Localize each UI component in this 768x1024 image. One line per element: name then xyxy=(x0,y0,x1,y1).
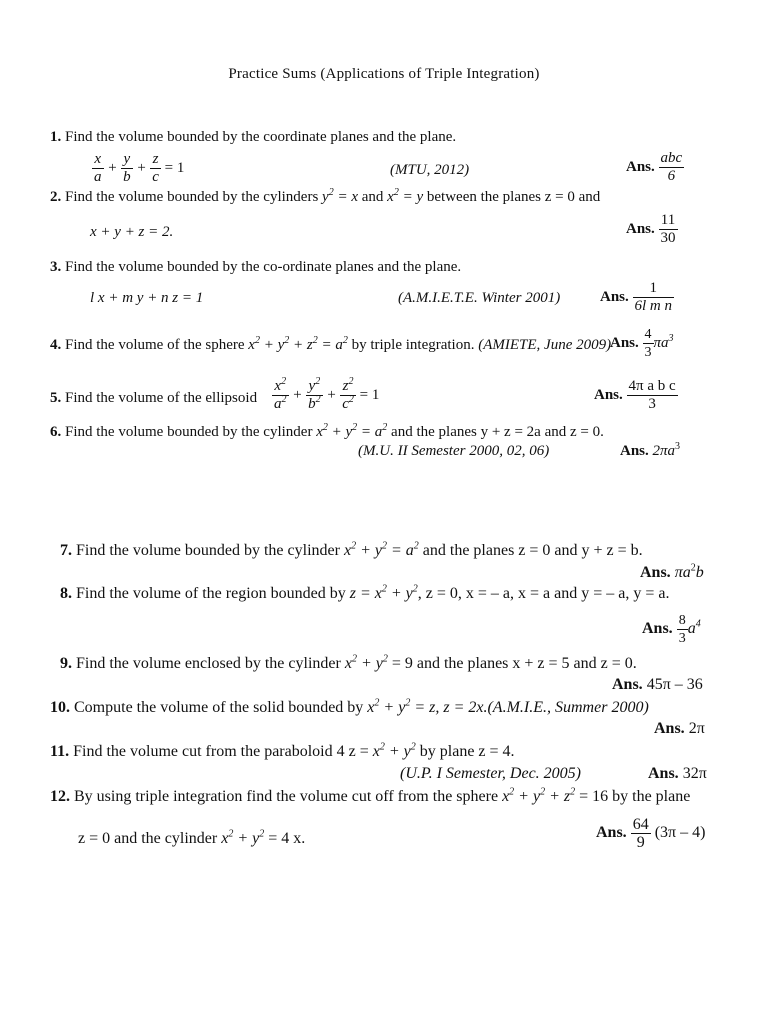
question-10-answer: Ans. 2π xyxy=(654,720,705,737)
page-title: Practice Sums (Applications of Triple Integration) xyxy=(228,66,540,82)
question-5-equation: $\frac{x^2}{a^2}$ + $\frac{y^2}{b^2}$ + $\frac{z^2}{c^2}$ = 1 xyxy=(274,376,380,412)
question-1-equation: $\frac{x}{a}$ + $\frac{y}{b}$ + $\frac{z}{c}$ = 1 xyxy=(94,151,185,185)
question-4-answer: Ans. $\frac{4}{3}$ $\pi a^3$ xyxy=(610,327,674,360)
question-1-source: (MTU, 2012) xyxy=(390,162,470,178)
question-9: 9. Find the volume enclosed by the cylinder $x^2 + y^2 = 9$ and the planes x + z = 5 and z = 0. xyxy=(60,653,637,672)
question-2-answer: Ans. $\frac{11}{30}$ xyxy=(626,212,676,246)
question-1-answer: Ans. $\frac{\text{abc}}{6}$ xyxy=(626,150,683,184)
question-text: Find the volume bounded by the coordinate planes and the plane. xyxy=(65,129,457,145)
question-8-answer: Ans. $\frac{8}{3}$ $a^4$ xyxy=(642,613,701,646)
question-10-source: (A.M.I.E., Summer 2000) xyxy=(487,699,649,716)
question-6-source: (M.U. II Semester 2000, 02, 06) xyxy=(358,443,550,459)
question-11-source: (U.P. I Semester, Dec. 2005) xyxy=(400,765,581,782)
question-2: 2. Find the volume bounded by the cylinders $y^2 = x$ and $x^2 = y$ between the planes z = 0 and xyxy=(50,187,601,205)
question-8: 8. Find the volume of the region bounded by $z = x^2 + y^2$, z = 0, x = – a, x = a and y = – a, y = a. xyxy=(60,583,670,602)
question-11: 11. Find the volume cut from the paraboloid 4 $z = x^2 + y^2$ by plane z = 4. xyxy=(50,741,515,760)
question-12: 12. By using triple integration find the volume cut off from the sphere $x^2 + y^2 + z^2 = 16$ by the plane xyxy=(50,786,691,805)
question-3-answer: Ans. $\frac{1}{\text{6l m n}}$ xyxy=(600,280,673,314)
question-3-equation: l x + m y + n z = 1 xyxy=(90,290,204,306)
question-7-answer: Ans. $\pi a^2b$ xyxy=(640,562,704,581)
question-12-answer: Ans. $\frac{64}{9}$ (3π – 4) xyxy=(596,816,706,851)
question-9-answer: Ans. 45π – 36 xyxy=(612,676,703,693)
question-11-answer: Ans. 32π xyxy=(648,765,707,782)
question-12-line2: z = 0 and the cylinder $x^2 + y^2 = 4$ x. xyxy=(78,828,306,847)
question-3: 3. Find the volume bounded by the co-ordinate planes and the plane. xyxy=(50,259,462,275)
question-5-answer: Ans. $\frac{\text{4π a b c}}{3}$ xyxy=(594,378,676,412)
question-5: 5. Find the volume of the ellipsoid xyxy=(50,390,258,406)
question-3-source: (A.M.I.E.T.E. Winter 2001) xyxy=(398,290,561,306)
question-6-answer: Ans. $2\pi a^3$ xyxy=(620,441,681,459)
question-2-line2: x + y + z = 2. xyxy=(90,224,174,240)
question-1 xyxy=(50,128,456,146)
question-number: 1. xyxy=(50,129,62,145)
question-4: 4. Find the volume of the sphere $x^2 + y^2 + z^2 = a^2$ by triple integration. (AMIETE, June 2009) xyxy=(50,335,612,353)
question-7: 7. Find the volume bounded by the cylinder $x^2 + y^2 = a^2$ and the planes z = 0 and y + z = b. xyxy=(60,540,643,559)
question-4-source: (AMIETE, June 2009) xyxy=(478,337,612,353)
question-10: 10. Compute the volume of the solid bounded by $x^2 + y^2 = z$, z = 2x.(A.M.I.E., Summer 2000) xyxy=(50,697,649,716)
question-6: 6. Find the volume bounded by the cylinder $x^2 + y^2 = a^2$ and the planes y + z = 2a and z = 0. xyxy=(50,422,604,440)
